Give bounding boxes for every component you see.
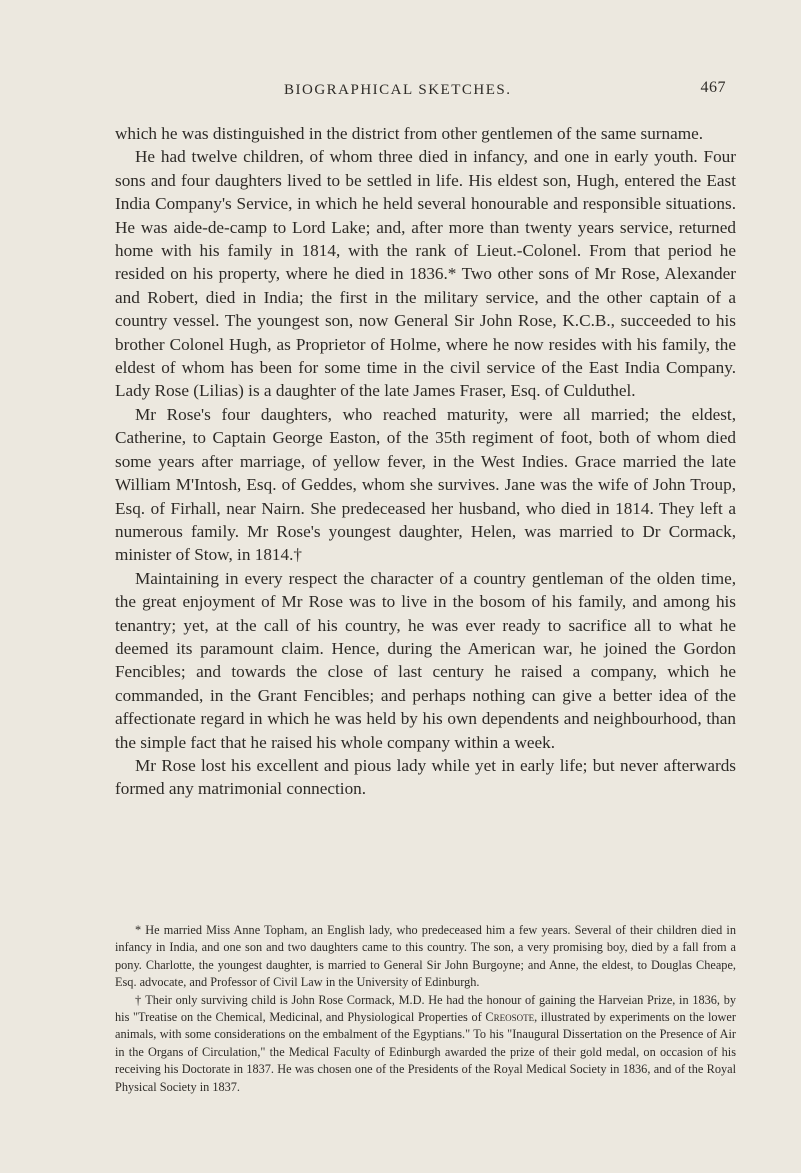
paragraph-children: He had twelve children, of whom three died in infancy, and one in early youth. Four sons and four daughters lived to be settled in life. His eldest son, Hugh, entered the East India Company's Service, in which he held several honourable and responsible situations. He was aide-de-camp to Lord Lake; and, after more than twenty years service, returned home with his family in 1814, with the rank of Lieut.-Colonel. From that period he resided on his property, where he died in 1836.* Two other sons of Mr Rose, Alexander and Robert, died in India; the first in the military service, and the other captain of a country vessel. The youngest son, now General Sir John Rose, K.C.B., succeeded to his brother Colonel Hugh, as Proprietor of Holme, where he now resides with his family, the eldest of whom has been for some time in the civil service of the East India Company. Lady Rose (Lilias) is a daughter of the late James Fraser, Esq. of Culduthel. (115, 147, 736, 401)
paragraph-continuation: which he was distinguished in the district from other gentlemen of the same surname. (115, 124, 704, 143)
running-title: BIOGRAPHICAL SKETCHES. (284, 82, 512, 98)
footnote-2 (115, 992, 736, 1096)
paragraph-widower: Mr Rose lost his excellent and pious lady while yet in early life; but never afterwards formed any matrimonial connection. (115, 755, 736, 799)
paragraph-character: Maintaining in every respect the character of a country gentleman of the olden time, the great enjoyment of Mr Rose was to live in the bosom of his family, and among his tenantry; yet, at the call of his country, he was ever ready to sacrifice all to what he deemed its paramount claim. Hence, during the American war, he joined the Gordon Fencibles; and towards the close of last century he raised a company, which he commanded, in the Grant Fencibles; and perhaps nothing can give a better idea of the affectionate regard in which he was held by his own dependents and neighbourhood, than the simple fact that he raised his whole company within a week. (115, 568, 736, 752)
page-number: 467 (700, 79, 726, 96)
footnote-2-part-b: , illustrated by experiments on the lower animals, with some considerations on the embalment of the Egyptians." To his "Inaugural Dissertation on the Presence of Air in the Organs of Circulation," the Medical Faculty of Edinburgh awarded the prize of their gold medal, on occasion of his receiving his Doctorate in 1837. He was chosen one of the Presidents of the Royal Medical Society in 1836, and of the Royal Physical Society in 1837. (115, 1010, 736, 1094)
paragraph-daughters: Mr Rose's four daughters, who reached maturity, were all married; the eldest, Catherine, to Captain George Easton, of the 35th regiment of foot, both of whom died some years after marriage, of yellow fever, in the West Indies. Grace married the late William M'Intosh, Esq. of Geddes, whom she survives. Jane was the wife of John Troup, Esq. of Firhall, near Nairn. She predeceased her husband, who died in 1814. They left a numerous family. Mr Rose's youngest daughter, Helen, was married to Dr Cormack, minister of Stow, in 1814.† (115, 404, 736, 565)
footnote-2-part-a: † Their only surviving child is John Rose Cormack, M.D. He had the honour of gaining the Harveian Prize, in 1836, by his "Treatise on the Chemical, Medicinal, and Physiological Properties of (115, 992, 736, 1025)
footnote-1: * He married Miss Anne Topham, an English lady, who predeceased him a few years. Several of their children died in infancy in India, and one son and two daughters came to this country. The son, a very promising boy, died by a fall from a pony. Charlotte, the youngest daughter, is married to General Sir John Burgoyne; and Anne, the eldest, to Douglas Cheape, Esq. advocate, and Professor of Civil Law in the University of Edinburgh. (115, 923, 736, 990)
body-text (115, 122, 736, 801)
footnotes (115, 922, 736, 1096)
footnote-2-creosote: Creosote (485, 1010, 535, 1025)
